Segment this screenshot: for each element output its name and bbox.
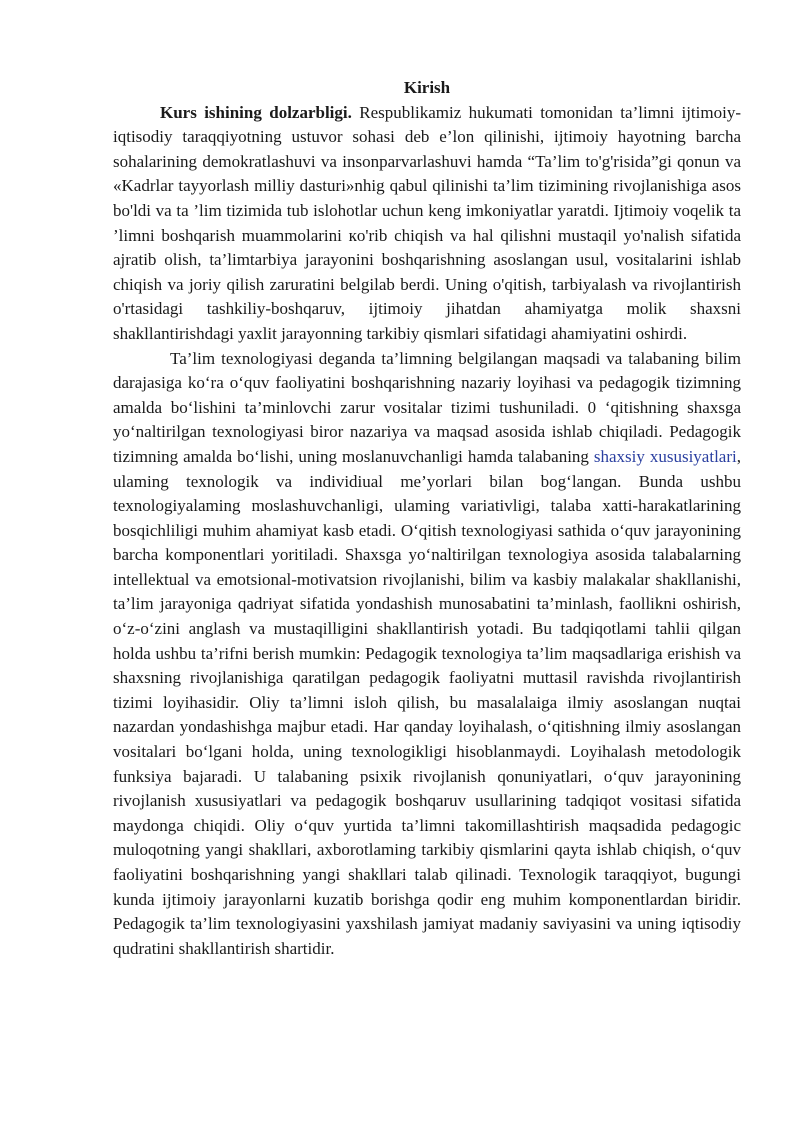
paragraph-body-text: Respublikamiz hukumati tomonidan ta’limni ijtimoiy-iqtisodiy taraqqiyotning ustuvor sohasi deb e’lon qilinishi, ijtimoiy hayotning barcha sohalarining demokratlashuvi va insonparvarlashuvi hamda “Ta’lim to'g'risida”gi qonun va «Kadrlar tayyorlash milliy dasturi»nhig qabul qilinishi ta’lim tizimining rivojlanishiga asos bo'ldi va ta ’lim tizimida tub islohotlar uchun keng imkoniyatlar yaratdi. Ijtimoiy voqelik ta ’limni boshqarish muammolarini кo'rib chiqish va hal qilishni mustaqil yo'nalish sifatida ajratib olish, ta’limtarbiya jarayonini boshqarishning asoslangan usul, vositalarini ishlab chiqish va joriy qilish zaruratini belgilab berdi. Uning o'qitish, tarbiyalash va rivojlantirish o'rtasidagi tashkiliy-boshqaruv, ijtimoiy jihatdan ahamiyatga molik shaxsni shakllantirishdagi yaxlit jarayonning tarkibiy qismlari sifatidagi ahamiyatini oshirdi. [113, 102, 741, 343]
paragraph-technology [113, 347, 741, 962]
paragraph-relevance [113, 101, 741, 347]
paragraph-text-after-link: , ulaming texnologik va individiual me’yorlari bilan bog‘langan. Bunda ushbu texnologiyalaming moslashuvchanligi, ulaming variativligi, talaba xatti-harakatlarining bosqichliligi muhim ahamiyat kasb etadi. O‘qitish texnologiyasi sathida o‘quv jarayonining barcha komponentlari yoritiladi. Shaxsga yo‘naltirilgan texnologiya asosida talabalarning intellektual va emotsional-motivatsion rivojlanishi, bilim va kasbiy malakalar shakllanishi, ta’lim jarayoniga qadriyat sifatida yondashish munosabatini ta’minlash, faollikni oshirish, o‘z-o‘zini anglash va mustaqilligini shakllantirish yotadi. Bu tadqiqotlami tahlii qilgan holda ushbu ta’rifni berish mumkin: Pedagogik texnologiya ta’lim maqsadlariga erishish va shaxsning rivojlanishiga qaratilgan pedagogik faoliyatni muttasil ravishda rivojlantirish tizimi loyihasidir. Oliy ta’limni isloh qilish, bu masalalaiga ilmiy asoslangan nuqtai nazardan yondashishga majbur etadi. Har qanday loyihalash, o‘qitishning ilmiy asoslangan vositalari bo‘lgani holda, uning texnologikligi hisoblanmaydi. Loyihalash metodologik funksiya bajaradi. U talabaning psixik rivojlanish qonuniyatlari, o‘quv jarayonining rivojlanish xususiyatlari va pedagogik boshqaruv usullarining tadqiqot vositasi sifatida maydonga chiqidi. Oliy o‘quv yurtida ta’limni takomillashtirish maqsadida pedagogic muloqotning yangi shakllari, axborotlaming tarkibiy qismlarini qayta ishlab chiqish, o‘quv faoliyatini boshqarishning yangi shakllari talab qilinadi. Texnologik taraqqiyot, bugungi kunda ijtimoiy jarayonlarni kuzatib borishga qodir eng muhim komponentlardan biridir. Pedagogik ta’lim texnologiyasini yaxshilash jamiyat madaniy saviyasini va uning iqtisodiy qudratini shakllantirish shartidir. [113, 446, 741, 958]
page-title: Kirish [403, 78, 451, 97]
paragraph-lead-heading: Kurs ishining dolzarbligi. [160, 102, 352, 122]
document-page [113, 76, 741, 961]
inline-link[interactable]: shaxsiy xususiyatlari [593, 446, 737, 466]
paragraph-text-before-link: Ta’lim texnologiyasi deganda ta’limning belgilangan maqsadi va talabaning bilim darajasiga ko‘ra o‘quv faoliyatini boshqarishning nazariy loyihasi va pedagogik tizimning amalda bo‘lishini ta’minlovchi zarur vositalar tizimi tushuniladi. 0 ‘qitishning shaxsga yo‘naltirilgan texnologiyasi biror nazariya va maqsad asosida ishlab chiqiladi. Pedagogik tizimning amalda bo‘lishi, uning moslanuvchanligi hamda talabaning [113, 348, 741, 466]
